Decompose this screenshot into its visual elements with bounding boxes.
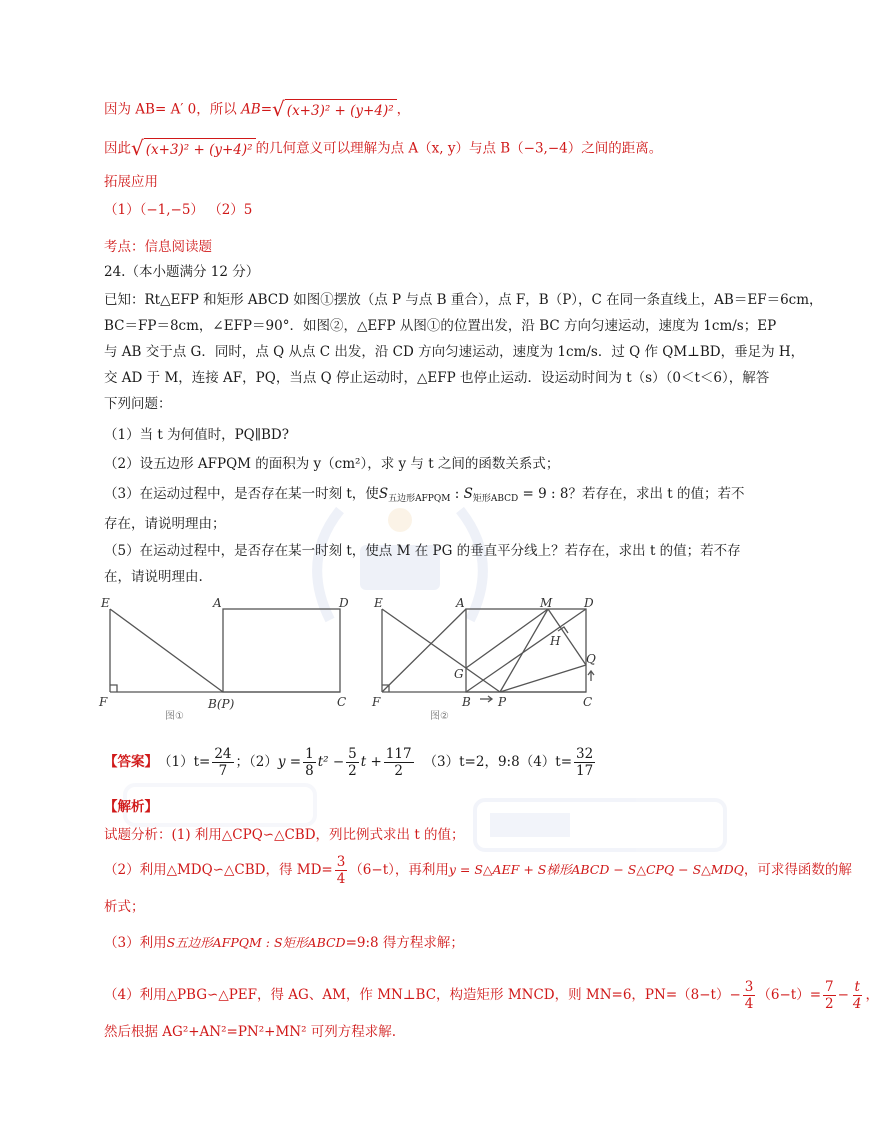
fig2-label-G: G xyxy=(454,667,464,681)
fig2-label-H: H xyxy=(550,634,561,648)
problem-line-4: 交 AD 于 M，连接 AF，PQ，当点 Q 停止运动时，△EFP 也停止运动．设运动时间为 t（s）（0＜t＜6），解答 xyxy=(104,370,770,386)
sqrt-radicand-1: (x+3)² + (y+4)² xyxy=(285,99,397,121)
analysis-line-3: 析式； xyxy=(104,899,145,915)
analysis-l4-b: =9:8 得方程求解； xyxy=(345,935,464,951)
frac1-den: 7 xyxy=(218,762,228,779)
fig2-segment-GM xyxy=(466,609,548,668)
fig1-caption: 图① xyxy=(165,711,184,722)
fig2-label-A: A xyxy=(456,596,465,610)
analysis-l5-a: （4）利用△PBG∽△PEF，得 AG、AM，作 MN⊥BC，构造矩形 MNCD，则 MN=6，PN=（8−t）− xyxy=(104,987,741,1003)
q3-s2: S xyxy=(463,486,473,502)
answer-line xyxy=(104,742,597,782)
analysis-line-5 xyxy=(104,975,879,1015)
analysis-frac-l5-2 xyxy=(823,979,836,1012)
fig2-label-P: P xyxy=(498,695,507,709)
frac2-num: 1 xyxy=(305,745,314,762)
answer-tag: 【答案】 xyxy=(104,754,158,770)
analysis-frac-md xyxy=(335,854,348,887)
analysis-l4-formula: S五边形AFPQM : S矩形ABCD xyxy=(166,935,346,950)
q3-sub1: 五边形AFPQM xyxy=(388,494,451,504)
answer-t2: t² − xyxy=(317,754,345,770)
frac4-den: 2 xyxy=(394,762,403,779)
sqrt-expression-1: √ (x+3)² + (y+4)² xyxy=(272,99,397,121)
line2-suffix: 的几何意义可以理解为点 A（x, y）与点 B（−3,−4）之间的距离。 xyxy=(255,140,663,157)
answer-part-2: ；（2） xyxy=(235,754,278,770)
q3-text-b: = 9 : 8？若存在，求出 t 的值；若不 xyxy=(518,486,745,502)
l5-den1: 4 xyxy=(744,995,754,1012)
analysis-l2-c: ，可求得函数的解 xyxy=(743,862,852,878)
fig2-segment-EP xyxy=(382,609,500,692)
analysis-tag: 【解析】 xyxy=(104,799,158,815)
expand-heading: 拓展应用 xyxy=(104,174,158,190)
analysis-line-4 xyxy=(104,933,464,953)
problem-line-1: 已知：Rt△EFP 和矩形 ABCD 如图①摆放（点 P 与点 B 重合），点 F，B（P），C 在同一条直线上，AB＝EF＝6cm， xyxy=(104,292,823,308)
question-3-line-2: 存在，请说明理由； xyxy=(104,516,226,532)
frac3-num: 5 xyxy=(348,745,357,762)
fig2-label-C: C xyxy=(583,695,593,709)
fig1-segment-EP xyxy=(110,609,223,692)
analysis-l5-minus: − xyxy=(837,987,849,1003)
analysis-l2-formula: y = S△AEF + S梯形ABCD − S△CPQ − S△MDQ xyxy=(448,862,744,877)
l5-num2: 7 xyxy=(825,978,834,995)
fig1-label-BP: B(P) xyxy=(208,697,235,711)
watermark-stamp xyxy=(470,795,730,855)
answer-frac-5 xyxy=(574,746,595,779)
fig1-rect-ABCD xyxy=(223,609,340,692)
fig2-label-E: E xyxy=(374,596,383,610)
problem-title: 24.（本小题满分 12 分） xyxy=(104,264,260,280)
l5-num3: t xyxy=(854,978,860,995)
fig2-label-B: B xyxy=(462,695,471,709)
fig2-label-F: F xyxy=(372,695,381,709)
q3-colon: : xyxy=(450,486,464,502)
q3-s1: S xyxy=(378,486,389,502)
question-1: （1）当 t 为何值时，PQ∥BD? xyxy=(104,427,289,443)
q3-text-a: （3）在运动过程中，是否存在某一时刻 t，使 xyxy=(104,486,379,502)
q3-sub2: 矩形ABCD xyxy=(472,494,519,504)
analysis-line-1: 试题分析：(1) 利用△CPQ∽△CBD，列比例式求出 t 的值； xyxy=(104,827,465,843)
fig1-right-angle-mark xyxy=(110,685,117,692)
analysis-l5-b: （6−t）= xyxy=(757,987,822,1003)
fig2-label-M: M xyxy=(540,596,553,610)
l5-den2: 2 xyxy=(825,995,834,1012)
fig2-segment-BD xyxy=(466,609,586,692)
answer-frac-4 xyxy=(384,746,414,779)
fig2-label-Q: Q xyxy=(586,652,596,666)
question-5-line-2: 在，请说明理由. xyxy=(104,569,203,585)
question-2: （2）设五边形 AFPQM 的面积为 y（cm²），求 y 与 t 之间的函数关系式； xyxy=(104,456,560,472)
l5-den3: 4 xyxy=(852,995,862,1012)
expand-answers: （1）（−1,−5） （2）5 xyxy=(104,202,253,218)
line1-prefix: 因为 AB= A′ 0，所以 xyxy=(104,101,242,118)
answer-part-3: （3）t=2，9:8（4）t= xyxy=(423,754,573,770)
fig2-label-D: D xyxy=(584,596,594,610)
analysis-l4-a: （3）利用 xyxy=(104,935,167,951)
frac5-num: 32 xyxy=(576,745,594,762)
figure-2 xyxy=(370,595,610,725)
problem-line-2: BC＝FP＝8cm，∠EFP＝90°．如图②，△EFP 从图①的位置出发，沿 BC 方向匀速运动，速度为 1cm/s；EP xyxy=(104,318,777,334)
analysis-frac-l5-3 xyxy=(851,979,864,1012)
frac3-den: 2 xyxy=(348,762,357,779)
analysis-l2-a: （2）利用△MDQ∽△CBD，得 MD= xyxy=(104,862,333,878)
fig1-label-F: F xyxy=(99,695,108,709)
fig1-label-A: A xyxy=(213,596,222,610)
solution-line-2 xyxy=(104,138,662,160)
question-5-line-1: （5）在运动过程中，是否存在某一时刻 t，使点 M 在 PG 的垂直平分线上？若存在，求出 t 的值；若不存 xyxy=(104,543,741,559)
fig1-label-E: E xyxy=(101,596,110,610)
line1-lhs: AB= xyxy=(241,101,273,118)
frac2-den: 8 xyxy=(305,762,314,779)
sqrt-expression-2: √ (x+3)² + (y+4)² xyxy=(131,138,256,160)
analysis-line-6: 然后根据 AG²+AN²=PN²+MN² 可列方程求解. xyxy=(104,1024,397,1040)
analysis-line-2 xyxy=(104,850,852,890)
line2-prefix: 因此 xyxy=(104,140,131,157)
frac5-den: 17 xyxy=(576,762,594,779)
answer-frac-1 xyxy=(212,746,233,779)
frac1-num: 24 xyxy=(214,745,232,762)
fig1-label-D: D xyxy=(339,596,349,610)
answer-y-eq: y = xyxy=(277,754,302,770)
answer-part-1: （1）t= xyxy=(158,754,211,770)
figure-1 xyxy=(95,595,355,725)
problem-line-3: 与 AB 交于点 G．同时，点 Q 从点 C 出发，沿 CD 方向匀速运动，速度为 1cm/s．过 Q 作 QM⊥BD，垂足为 H， xyxy=(104,344,805,360)
fig2-caption: 图② xyxy=(430,711,449,722)
problem-line-5: 下列问题： xyxy=(104,396,172,412)
l2-den: 4 xyxy=(336,870,346,887)
line1-end: ， xyxy=(396,101,411,118)
answer-t-plus: t + xyxy=(360,754,382,770)
analysis-l5-c: ， xyxy=(865,987,879,1003)
analysis-l2-b: （6−t），再利用 xyxy=(349,862,449,878)
fig1-label-C: C xyxy=(337,695,347,709)
l5-num1: 3 xyxy=(744,978,754,995)
frac4-num: 117 xyxy=(385,745,412,762)
answer-frac-2 xyxy=(303,746,316,779)
sqrt-radicand-2: (x+3)² + (y+4)² xyxy=(144,138,256,160)
l2-num: 3 xyxy=(336,853,346,870)
analysis-frac-l5-1 xyxy=(743,979,756,1012)
question-3-line-1 xyxy=(104,484,744,509)
kaodian-label: 考点：信息阅读题 xyxy=(104,239,212,255)
answer-frac-3 xyxy=(346,746,359,779)
solution-line-1 xyxy=(104,99,410,121)
